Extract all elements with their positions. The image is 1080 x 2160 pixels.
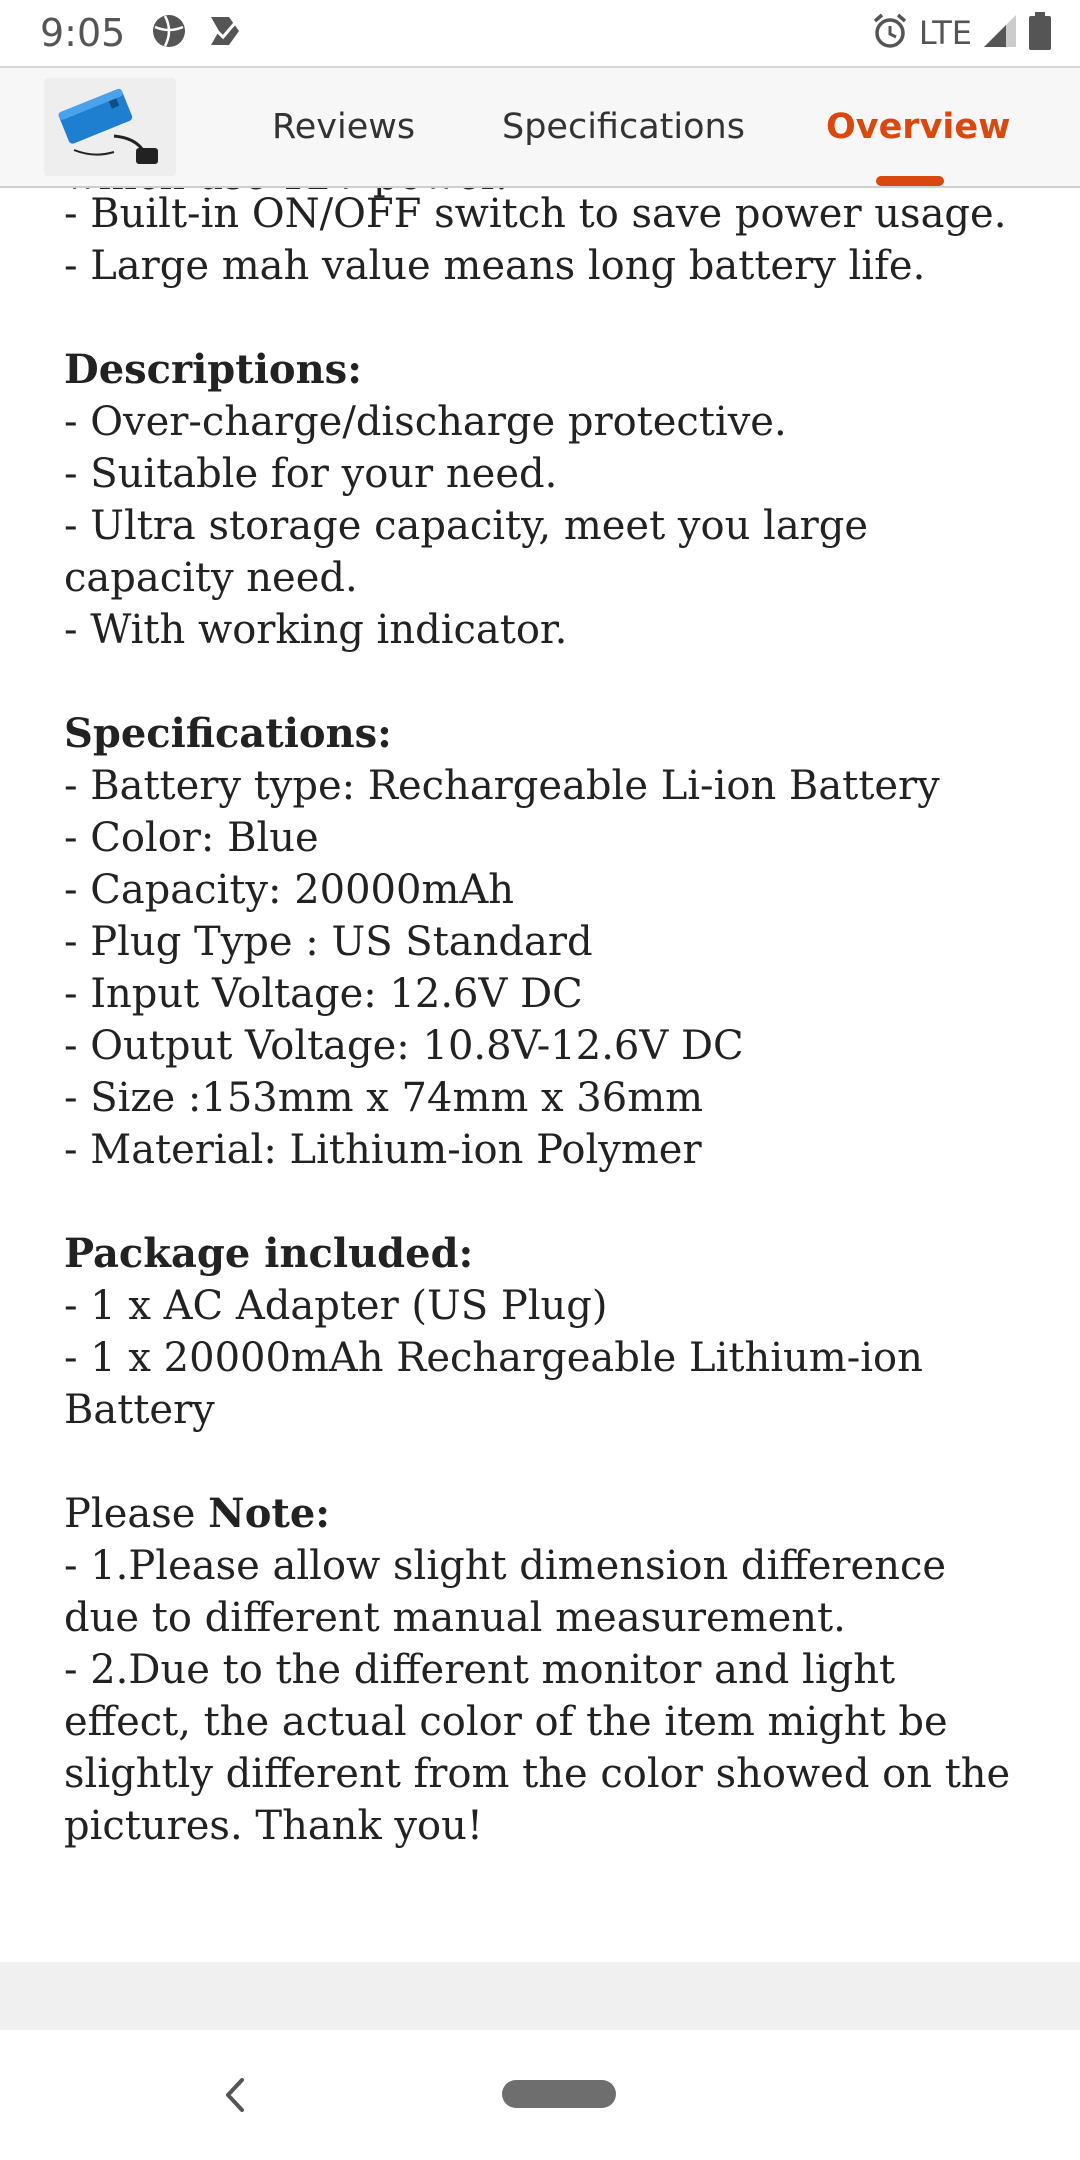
spec-line: - Output Voltage: 10.8V-12.6V DC bbox=[64, 1023, 744, 1069]
tab-specifications[interactable]: Specifications bbox=[502, 107, 745, 147]
description-line: - With working indicator. bbox=[64, 607, 568, 653]
descriptions-heading: Descriptions: bbox=[64, 346, 362, 393]
basketball-icon bbox=[151, 13, 187, 53]
note-line: - 1.Please allow slight dimension difference due to different manual measurement. bbox=[64, 1543, 947, 1641]
note-line: - 2.Due to the different monitor and light effect, the actual color of the item might be slightly different from the color showed on the pictures. Thank you! bbox=[64, 1647, 1011, 1849]
status-bar bbox=[0, 0, 1080, 66]
package-line: - 1 x AC Adapter (US Plug) bbox=[64, 1283, 608, 1329]
tab-reviews[interactable]: Reviews bbox=[272, 107, 416, 147]
tab-overview[interactable]: Overview bbox=[826, 107, 1011, 147]
status-time: 9:05 bbox=[40, 11, 126, 55]
package-line: - 1 x 20000mAh Rechargeable Lithium-ion Battery bbox=[64, 1335, 923, 1433]
package-heading: Package included: bbox=[64, 1230, 474, 1277]
spec-line: - Color: Blue bbox=[64, 815, 319, 861]
page-footer-band bbox=[0, 1962, 1080, 2032]
signal-icon bbox=[982, 13, 1018, 53]
product-thumbnail[interactable] bbox=[44, 78, 176, 176]
description-line: - Over-charge/discharge protective. bbox=[64, 399, 787, 445]
product-tab-bar bbox=[0, 66, 1080, 188]
spec-line: - Input Voltage: 12.6V DC bbox=[64, 971, 583, 1017]
network-type: LTE bbox=[918, 14, 972, 52]
spec-line: - Material: Lithium-ion Polymer bbox=[64, 1127, 702, 1173]
status-system-icons bbox=[871, 12, 1052, 54]
battery-icon bbox=[1028, 12, 1052, 54]
description-line: - Suitable for your need. bbox=[64, 451, 558, 497]
overview-content bbox=[64, 188, 1044, 1852]
back-icon[interactable] bbox=[220, 2072, 250, 2118]
active-tab-indicator bbox=[876, 176, 944, 186]
spec-line: - Capacity: 20000mAh bbox=[64, 867, 515, 913]
alarm-icon bbox=[871, 12, 909, 54]
home-pill-icon[interactable] bbox=[502, 2080, 616, 2108]
note-heading: Note: bbox=[208, 1490, 331, 1537]
cast-check-icon bbox=[207, 13, 243, 53]
specifications-heading: Specifications: bbox=[64, 710, 392, 757]
feature-line: - Built-in ON/OFF switch to save power usage. bbox=[64, 191, 1007, 237]
spec-line: - Plug Type : US Standard bbox=[64, 919, 593, 965]
spec-line: - Battery type: Rechargeable Li-ion Battery bbox=[64, 763, 940, 809]
feature-line: - Large mah value means long battery life. bbox=[64, 243, 926, 289]
description-line: - Ultra storage capacity, meet you large capacity need. bbox=[64, 503, 869, 601]
note-prefix: Please bbox=[64, 1491, 209, 1537]
status-notification-icons bbox=[151, 13, 243, 53]
note-heading-line bbox=[64, 1488, 1044, 1540]
spec-line: - Size :153mm x 74mm x 36mm bbox=[64, 1075, 704, 1121]
system-nav-bar bbox=[0, 2030, 1080, 2160]
